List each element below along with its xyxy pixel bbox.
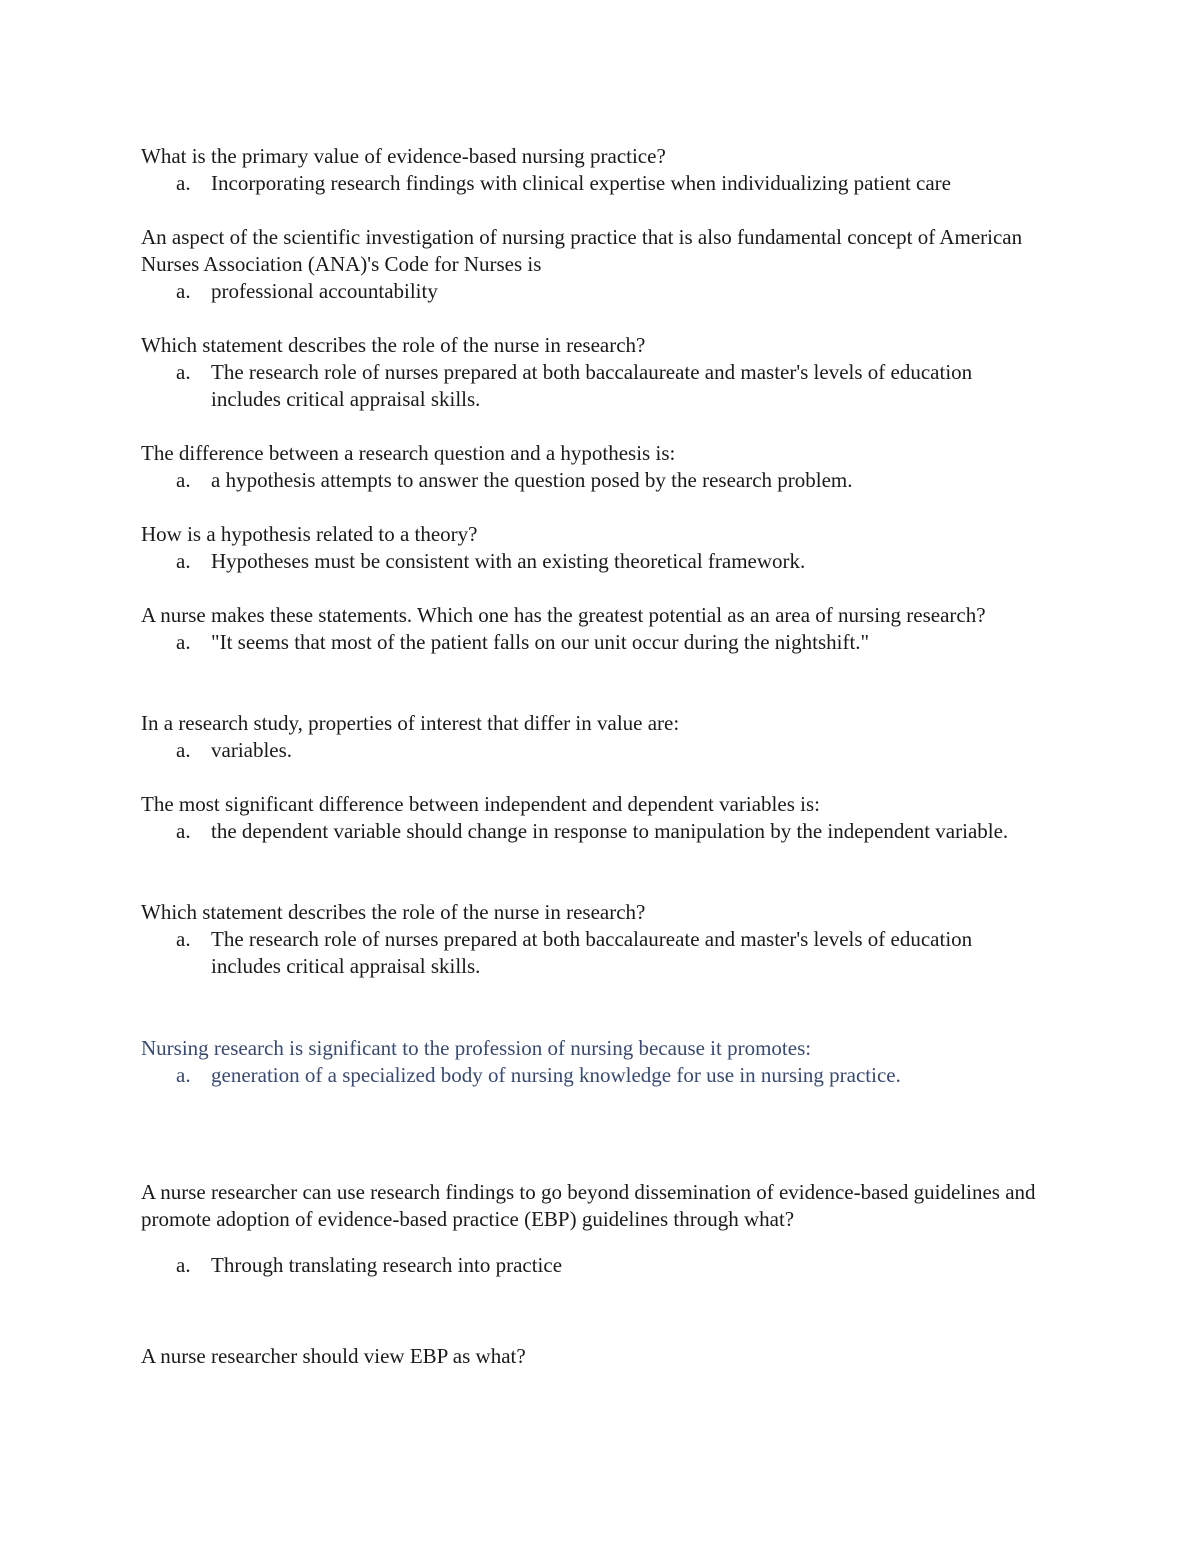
question-text: The most significant difference between independent and dependent variables is: xyxy=(141,792,820,816)
question-block-11 xyxy=(141,1179,1041,1279)
answer-letter: a. xyxy=(176,819,191,843)
answer-item xyxy=(141,278,1061,305)
question-block-6 xyxy=(141,602,1021,656)
answer-letter: a. xyxy=(176,468,191,492)
question-text: What is the primary value of evidence-based nursing practice? xyxy=(141,144,666,168)
question-text: Which statement describes the role of the nurse in research? xyxy=(141,900,646,924)
question-block-7 xyxy=(141,710,1061,764)
question-block-3 xyxy=(141,332,1001,413)
question-text: In a research study, properties of interest that differ in value are: xyxy=(141,711,680,735)
question-block-12 xyxy=(141,1343,1061,1370)
answer-item xyxy=(141,170,1061,197)
answer-letter: a. xyxy=(176,171,191,195)
question-block-2 xyxy=(141,224,1061,305)
answer-letter: a. xyxy=(176,1253,191,1277)
answer-item xyxy=(141,548,1061,575)
answer-text: Incorporating research findings with clinical expertise when individualizing patient care xyxy=(211,171,951,195)
answer-letter: a. xyxy=(176,1063,191,1087)
answer-item xyxy=(141,818,1041,845)
question-text: An aspect of the scientific investigation of nursing practice that is also fundamental concept of American Nurses Association (ANA)'s Code for Nurses is xyxy=(141,225,1023,276)
answer-item xyxy=(141,926,1001,980)
answer-text: the dependent variable should change in response to manipulation by the independent variable. xyxy=(211,819,1009,843)
answer-letter: a. xyxy=(176,279,191,303)
question-block-10 xyxy=(141,1035,1061,1089)
answer-letter: a. xyxy=(176,738,191,762)
answer-item xyxy=(141,359,1001,413)
answer-letter: a. xyxy=(176,360,191,384)
answer-text: Through translating research into practice xyxy=(211,1253,563,1277)
question-block-8 xyxy=(141,791,1041,845)
question-block-1 xyxy=(141,143,1061,197)
question-block-4 xyxy=(141,440,1061,494)
question-text: A nurse makes these statements. Which one has the greatest potential as an area of nursing research? xyxy=(141,603,986,627)
answer-item xyxy=(141,1252,1041,1279)
answer-item xyxy=(141,737,1061,764)
answer-text: The research role of nurses prepared at both baccalaureate and master's levels of education includes critical appraisal skills. xyxy=(211,927,973,978)
answer-item xyxy=(141,1062,1061,1089)
answer-text: generation of a specialized body of nursing knowledge for use in nursing practice. xyxy=(211,1063,901,1087)
question-text: A nurse researcher can use research findings to go beyond dissemination of evidence-based guidelines and promote adoption of evidence-based practice (EBP) guidelines through what? xyxy=(141,1180,1036,1231)
answer-text: a hypothesis attempts to answer the question posed by the research problem. xyxy=(211,468,853,492)
question-block-5 xyxy=(141,521,1061,575)
answer-letter: a. xyxy=(176,927,191,951)
answer-text: "It seems that most of the patient falls on our unit occur during the nightshift." xyxy=(211,630,870,654)
answer-text: The research role of nurses prepared at both baccalaureate and master's levels of education includes critical appraisal skills. xyxy=(211,360,973,411)
question-text: Nursing research is significant to the profession of nursing because it promotes: xyxy=(141,1036,812,1060)
question-text: Which statement describes the role of the nurse in research? xyxy=(141,333,646,357)
question-block-9 xyxy=(141,899,1001,980)
answer-letter: a. xyxy=(176,630,191,654)
question-text: How is a hypothesis related to a theory? xyxy=(141,522,478,546)
answer-text: variables. xyxy=(211,738,293,762)
answer-letter: a. xyxy=(176,549,191,573)
answer-item xyxy=(141,467,1061,494)
answer-text: professional accountability xyxy=(211,279,438,303)
answer-item xyxy=(141,629,1021,656)
question-text: A nurse researcher should view EBP as what? xyxy=(141,1344,526,1368)
question-text: The difference between a research question and a hypothesis is: xyxy=(141,441,676,465)
answer-text: Hypotheses must be consistent with an existing theoretical framework. xyxy=(211,549,806,573)
